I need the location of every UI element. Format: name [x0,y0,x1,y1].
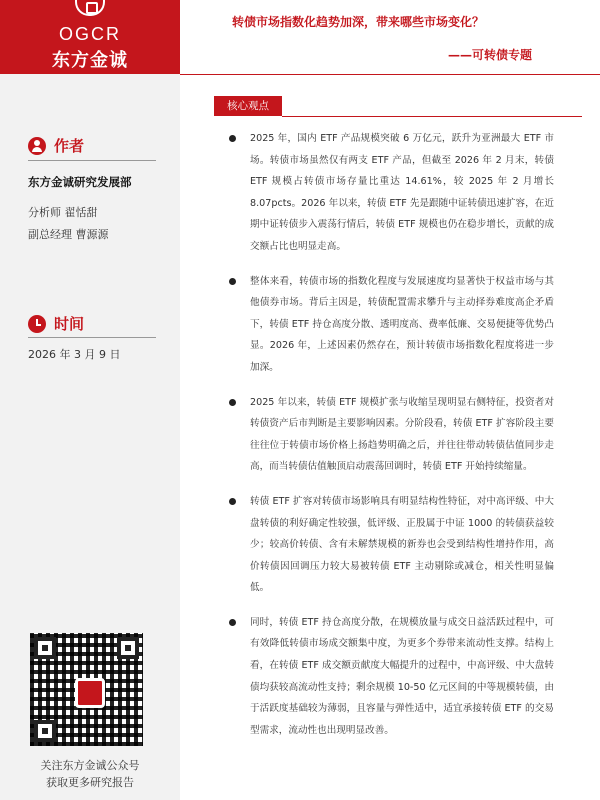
logo-mark-icon [75,0,105,16]
author-divider [28,160,156,161]
analyst-name: 分析师 翟恬甜 [28,206,98,219]
key-point-item: 同时，转债 ETF 持仓高度分散，在规模放量与成交日益活跃过程中，可有效降低转债市场成交额集中度，为更多个券带来流动性支撑。结构上看，在转债 ETF 成交额贡献度大幅提升的过程中，中高评级、中大盘转债均获较高流动性支持；剩余规模 10-50 亿元区间的中等规模转债，由于活跃度基础较为薄弱，且容量与弹性适中，适宜承接转债 ETF 的交易型需求，流动性也出现明显改善。 [226,612,554,742]
key-point-item: 转债 ETF 扩容对转债市场影响具有明显结构性特征，对中高评级、中大盘转债的利好确定性较强，低评级、正股属于中证 1000 的转债获益较少；较高价转债、含有未解禁规模的新券也会受到结构性增持作用，高价转债因回调压力较大易被转债 ETF 主动剔除或减仓，相关性明显偏低。 [226,491,554,599]
qr-caption-line2: 获取更多研究报告 [46,776,134,789]
key-point-item: 整体来看，转债市场的指数化程度与发展速度均显著快于权益市场与其他债券市场。背后主因是，转债配置需求攀升与主动择券难度高企矛盾下，转债 ETF 持仓高度分散、透明度高、费率低廉、交易便捷等优势凸显。2026 年，上述因素仍然存在，预计转债市场指数化程度将进一步加深。 [226,271,554,379]
report-date: 2026 年 3 月 9 日 [28,348,121,361]
person-icon [28,137,46,155]
author-heading: 作者 [54,137,85,155]
header-divider [180,74,600,75]
key-point-item: 2025 年以来，转债 ETF 规模扩张与收缩呈现明显右侧特征，投资者对转债资产后市判断是主要影响因素。分阶段看，转债 ETF 扩容阶段主要往往位于转债市场价格上扬趋势明确之后，并往往带动转债估值同步走高，而当转债估值触顶启动震荡回调时，转债 ETF 开始持续缩量。 [226,392,554,478]
key-points-label: 核心观点 [214,96,282,116]
logo-chinese: 东方金诚 [52,50,128,71]
logo-english: OGCR [59,24,121,44]
key-points-divider [282,116,582,117]
time-heading: 时间 [54,315,85,333]
organization: 东方金诚研究发展部 [28,175,132,189]
qr-logo-icon [75,678,105,708]
manager-name: 副总经理 曹源源 [28,228,109,241]
report-subtitle: ——可转债专题 [448,48,533,62]
time-section-header [28,313,84,334]
company-logo [0,0,180,74]
time-divider [28,337,156,338]
clock-icon [28,315,46,333]
report-title: 转债市场指数化趋势加深，带来哪些市场变化？ [232,15,485,29]
key-point-item: 2025 年，国内 ETF 产品规模突破 6 万亿元，跃升为亚洲最大 ETF 市场。转债市场虽然仅有两支 ETF 产品，但截至 2026 年 2 月末，转债 ETF 规模占转债市场存量比重达 14.61%，较 2025 年 2 月增长 8.07pcts。2026 年以来，转债 ETF 先是跟随中证转债迅速扩容，在近期中证转债步入震荡行情后，转债 ETF 规模也仍在稳步增长，贡献的成交额占比也明显走高。 [226,128,554,258]
key-points-list [226,128,554,754]
author-section-header [28,135,84,156]
qr-code [30,633,143,746]
qr-caption-line1: 关注东方金诚公众号 [40,759,140,772]
sidebar [0,0,180,800]
